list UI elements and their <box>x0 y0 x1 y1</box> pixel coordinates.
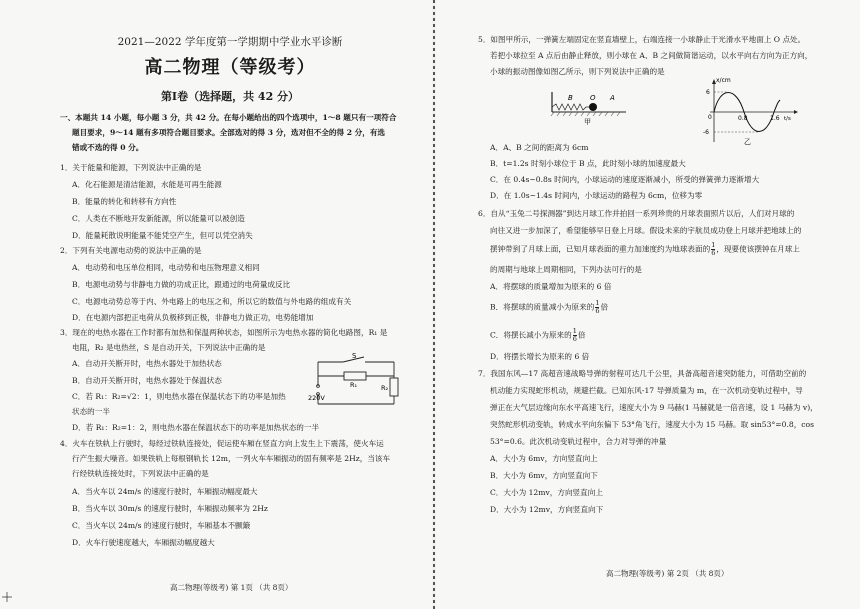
instruction-line-2: 题目要求，9～14 题有多项符合题目要求。全部选对的得 3 分，选对但不全的得 2 分，有选 <box>72 128 386 137</box>
q2-option-b: B．电源电动势与非静电力做的功成正比，跟通过的电荷量成反比 <box>72 280 291 289</box>
q4-option-c: C．当火车以 24m/s 的速度行驶时，车厢基本不颤簸 <box>72 521 251 530</box>
q7-stem-line-5: 53°=0.6。此次机动变轨过程中，合力对导弹的冲量 <box>490 437 667 446</box>
q5-stem-line-1: 5．如图甲所示，一弹簧左端固定在竖直墙壁上，右端连接一小球静止于光滑水平地面上 O 点处。 <box>478 35 806 44</box>
q7-option-c: C．大小为 12mv，方向竖直向上 <box>490 488 603 497</box>
q3-circuit-diagram <box>308 352 404 410</box>
q6-stem-line-1: 6．自从“玉兔二号探测器”到达月球工作并拍回一系列珍贵的月球表面照片以后，人们对月球的 <box>478 209 795 218</box>
q5-option-c: C．在 0.4s~0.8s 时间内，小球运动的速度逐渐减小，所受的弹簧弹力逐渐增大 <box>490 175 760 184</box>
resistor-r2 <box>390 378 398 396</box>
point-b-label: B <box>568 94 573 102</box>
graph-y-positive: 6 <box>706 89 710 96</box>
q5-option-a: A．A、B 之间的距离为 6cm <box>490 143 589 152</box>
r2-label: R₂ <box>381 384 389 392</box>
q6-option-b: B．将摆球的质量减小为原来的 $\frac{1}{6}$ 倍 <box>490 299 609 315</box>
q5-stem-line-3: 小球的振动图像如图乙所示，则下列说法中正确的是 <box>490 67 665 76</box>
exam-subject-title: 高二物理（等级考） <box>144 57 316 78</box>
point-a-label: A <box>610 94 615 102</box>
q3-option-d: D．若 R₁：R₂=1：2，则电热水器在保温状态下的功率是加热状态的一半 <box>72 423 320 432</box>
q5-vibration-graph <box>700 76 800 146</box>
q2-stem: 2．下列有关电源电动势的说法中正确的是 <box>60 246 202 255</box>
q7-option-a: A．大小为 6mv，方向竖直向上 <box>490 454 598 463</box>
q6-stem-line-3-part-1: 摆钟带到了月球上面，已知月球表面的重力加速度约为地球表面的 <box>490 244 711 254</box>
q4-option-a: A．当火车以 24m/s 的速度行驶时，车厢振动幅度最大 <box>72 487 258 496</box>
resistor-r1 <box>344 372 366 380</box>
exam-term-title: 2021—2022 学年度第一学期期中学业水平诊断 <box>117 36 343 48</box>
q3-stem-line-2: 电阻，R₂ 是电热丝，S 是自动开关，下列说法中正确的是 <box>72 343 266 352</box>
q4-stem-line-3: 行经铁轨连接处时，下列说法中正确的是 <box>72 469 209 478</box>
q4-stem-line-1: 4．火车在铁轨上行驶时，每经过铁轨连接处，促运使车厢在竖直方向上发生上下震荡，使火车运 <box>60 439 384 448</box>
section-title: 第Ⅰ卷（选择题，共 42 分） <box>160 90 300 103</box>
figure-a-caption: 甲 <box>584 118 591 126</box>
voltage-label: 220V <box>308 394 325 402</box>
q7-stem-line-2: 机动能力实现蛇形机动，规避拦截。已知东风-17 导弹质量为 m，在一次机动变轨过程中，导 <box>490 386 803 395</box>
q1-option-b: B．能量的转化和转移有方向性 <box>72 197 177 206</box>
r1-label: R₁ <box>350 381 358 389</box>
q4-stem-line-2: 行产生振大噪音。如果铁轨上每根钢轨长 12m，一列火车车厢振动的固有频率是 2Hz，当该车 <box>72 454 391 463</box>
q6-stem-line-2: 向往又进一步加深了，希望能够早日登上月球。假设未来的宇航员成功登上月球并把地球上的 <box>490 226 802 235</box>
q6-stem-line-3 <box>490 242 800 257</box>
page-divider <box>433 0 435 609</box>
q5-option-d: D．在 1.0s~1.4s 时间内，小球运动的路程为 6cm，位移为零 <box>490 191 703 200</box>
t-axis-arrow <box>794 110 798 114</box>
q7-stem-line-4: 突然蛇形机动变轨，转成水平向东偏下 53°角飞行，速度大小为 15 马赫。取 sin53°=0.8，cos <box>490 420 815 429</box>
q2-option-a: A．电动势和电压单位相同，电动势和电压物理意义相同 <box>72 263 260 272</box>
q1-option-c: C．人类在不断地开发新能源，所以能量可以被创造 <box>72 214 245 223</box>
q7-stem-line-1: 7．我国东风—17 高超音速战略导弹的射程可达几千公里，具备高超音速突防能力，可借助空前的 <box>478 369 807 378</box>
q3-stem-line-1: 3．现在的电热水器在工作时都有加热和保温两种状态，如图所示为电热水器的简化电路图，R₁ 是 <box>60 328 388 337</box>
ball <box>589 103 597 111</box>
q3-option-a: A．自动开关断开时，电热水器处于加热状态 <box>72 359 222 368</box>
fraction-one-sixth: $\frac{1}{6}$ <box>595 299 600 315</box>
graph-t-tick-1: 0.8 <box>738 115 748 122</box>
graph-y-negative: -6 <box>703 129 709 136</box>
q1-option-a: A．化石能源是清洁能源，水能是可再生能源 <box>72 180 222 189</box>
crop-mark-icon <box>2 592 12 602</box>
spring <box>552 104 590 110</box>
q6-option-a: A．将摆球的质量增加为原来的 6 倍 <box>490 282 612 291</box>
q3-option-c-line-1: C．若 R₁：R₂=√2：1，则电热水器在保温状态下的功率是加热 <box>72 392 286 401</box>
q6-option-d: D．将摆长增长为原来的 6 倍 <box>490 352 590 361</box>
q6-stem-line-3-part-2: ，现要使该摆钟在月球上 <box>716 244 800 254</box>
right-page-footer: 高二物理(等级考) 第 2页 （共 8页） <box>606 569 729 578</box>
q7-option-b: B．大小为 6mv，方向竖直向下 <box>490 471 598 480</box>
floor-hatching <box>551 112 620 116</box>
fraction-one-sixth: $\frac{1}{6}$ <box>572 327 577 343</box>
q4-option-b: B．当火车以 30m/s 的速度行驶时，车厢振动频率为 2Hz <box>72 504 268 513</box>
q1-option-d: D．能量耗散说明能量不能凭空产生，但可以凭空消失 <box>72 231 253 240</box>
q4-option-d: D．火车行驶速度越大，车厢振动幅度越大 <box>72 538 215 547</box>
figure-b-caption: 乙 <box>744 138 751 146</box>
q2-option-c: C．电源电动势总等于内、外电路上的电压之和，所以它的数值与外电路的组成有关 <box>72 297 352 306</box>
q5-spring-figure <box>548 88 628 128</box>
q7-stem-line-3: 弹正在大气层边缘向东水平高速飞行，速度大小为 9 马赫(1 马赫就是一倍音速，设 1 马赫为 v)， <box>490 403 818 412</box>
point-o-label: O <box>590 94 596 102</box>
q6-stem-line-4: 的周期与地球上周期相同，下列办法可行的是 <box>490 265 642 274</box>
graph-t-label: t/s <box>784 116 791 122</box>
instruction-line-1: 一、本题共 14 小题，每小题 3 分，共 42 分。在每小题给出的四个选项中，1～8 题只有一项符合 <box>60 113 397 122</box>
graph-y-label: x/cm <box>716 77 731 84</box>
switch-label: S <box>352 352 357 360</box>
graph-origin: 0 <box>708 114 712 121</box>
instruction-line-3: 错或不选的得 0 分。 <box>72 143 144 152</box>
q5-stem-line-2: 若把小球拉至 A 点后由静止释放，则小球在 A、B 之间做简谐运动，以水平向右方向为正方向， <box>490 51 813 60</box>
graph-t-tick-2: 1.6 <box>770 115 780 122</box>
q6-option-c: C．将摆长减小为原来的 $\frac{1}{6}$ 倍 <box>490 327 586 343</box>
q2-option-d: D．在电源内部把正电荷从负极移到正极，非静电力做正功，电势能增加 <box>72 313 314 322</box>
q1-stem: 1．关于能量和能源，下列说法中正确的是 <box>60 163 202 172</box>
fraction-one-sixth: $\frac{1}{6}$ <box>711 241 716 257</box>
q3-option-b: B．自动开关断开时，电热水器处于保温状态 <box>72 376 222 385</box>
q3-option-c-line-2: 状态的一半 <box>72 407 110 416</box>
q5-option-b: B．t=1.2s 时刻小球位于 B 点，此时刻小球的加速度最大 <box>490 159 686 168</box>
left-page-footer: 高二物理(等级考) 第 1页 （共 8页） <box>170 583 293 592</box>
q7-option-d: D．大小为 12mv，方向竖直向下 <box>490 505 604 514</box>
